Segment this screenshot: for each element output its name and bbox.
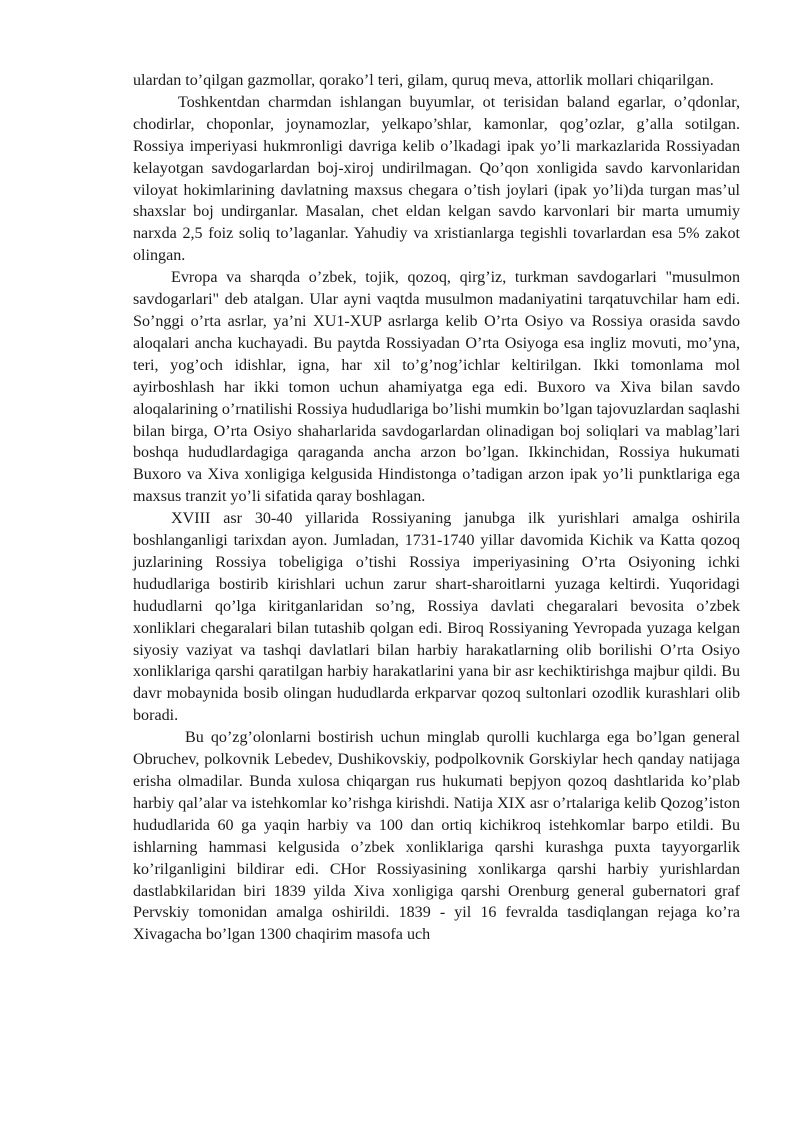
paragraph-1: ulardan to’qilgan gazmollar, qorako’l teri, gilam, quruq meva, attorlik mollari chiqarilgan.: [133, 72, 714, 89]
paragraph-4: XVIII asr 30-40 yillarida Rossiyaning janubga ilk yurishlari amalga oshirila boshlanganligi tarixdan ayon. Jumladan, 1731-1740 yillar davomida Kichik va Katta qozoq juzlarining Rossiya tobeligiga o’tishi Rossiya imperiyasining O’rta Osiyoning ichki hududlariga bostirib kirishlari uchun zarur shart-sharoitlarni yuzaga keltirdi. Yuqoridagi hududlarni qo’lga kiritganlaridan so’ng, Rossiya davlati chegaralari bevosita o’zbek xonliklari chegaralari bilan tutashib qolgan edi. Biroq Rossiyaning Yevropada yuzaga kelgan siyosiy vaziyat va tashqi davlatlari bilan harbiy harakatlarning olib borilishi O’rta Osiyo xonliklariga qarshi qaratilgan harbiy harakatlarini yana bir asr kechiktirishga majbur qildi. Bu davr mobaynida bosib olingan hududlarda erkparvar qozoq sultonlari ozodlik kurashlari olib boradi.: [133, 510, 740, 725]
paragraph-3: Evropa va sharqda o’zbek, tojik, qozoq, qirg’iz, turkman savdogarlari "musulmon savdogarlari" deb atalgan. Ular ayni vaqtda musulmon madaniyatini tarqatuvchilar ham edi. So’nggi o’rta asrlar, ya’ni XU1-XUP asrlarga kelib O’rta Osiyo va Rossiya orasida savdo aloqalari ancha kuchayadi. Bu paytda Rossiyadan O’rta Osiyoga esa ingliz movuti, mo’yna, teri, yog’och idishlar, igna, har xil to’g’nog’ichlar keltirilgan. Ikki tomonlama mol ayirboshlash har ikki tomon uchun ahamiyatga ega edi. Buxoro va Xiva bilan savdo aloqalarining o’rnatilishi Rossiya hududlariga bo’lishi mumkin bo’lgan tajovuzlardan saqlashi bilan birga, O’rta Osiyo shaharlarida savdogarlardan olinadigan boj soliqlari va mablag’lari boshqa hududlardagiga qaraganda ancha arzon bo’lgan. Ikkinchidan, Rossiya hukumati Buxoro va Xiva xonligiga kelgusida Hindistonga o’tadigan arzon ipak yo’li punktlariga ega maxsus tranzit yo’li sifatida qaray boshlagan.: [133, 269, 740, 506]
paragraph-2: Toshkentdan charmdan ishlangan buyumlar, ot terisidan baland egarlar, o’qdonlar, chodirlar, choponlar, joynamozlar, yelkapo’shlar, kamonlar, qog’ozlar, g’alla sotilgan. Rossiya imperiyasi hukmronligi davriga kelib o’lkadagi ipak yo’li markazlarida Rossiyadan kelayotgan savdogarlardan boj-xiroj undirilmagan. Qo’qon xonligida savdo karvonlaridan viloyat hokimlarining davlatning maxsus chegara o’tish joylari (ipak yo’li)da turgan mas’ul shaxslar boj undirganlar. Masalan, chet eldan kelgan savdo karvonlari bir marta umumiy narxda 2,5 foiz soliq to’laganlar. Yahudiy va xristianlarga tegishli tovarlardan esa 5% zakot olingan.: [133, 93, 740, 265]
document-page: [133, 70, 740, 946]
paragraph-5: Bu qo’zg’olonlarni bostirish uchun minglab qurolli kuchlarga ega bo’lgan general Obruchev, polkovnik Lebedev, Dushikovskiy, podpolkovnik Gorskiylar hech qanday natijaga erisha olmadilar. Bunda xulosa chiqargan rus hukumati bepjyon qozoq dashtlarida ko’plab harbiy qal’alar va istehkomlar ko’rishga kirishdi. Natija XIX asr o’rtalariga kelib Qozog’iston hududlarida 60 ga yaqin harbiy va 100 dan ortiq kichikroq istehkomlar barpo etildi. Bu ishlarning hammasi kelgusida o’zbek xonliklariga qarshi kurashga puxta tayyorgarlik ko’rilganligini bildirar edi. CHor Rossiyasining xonlikarga qarshi harbiy yurishlardan dastlabkilaridan biri 1839 yilda Xiva xonligiga qarshi Orenburg general gubernatori graf Pervskiy tomonidan amalga oshirildi. 1839 - yil 16 fevralda tasdiqlangan rejaga ko’ra Xivagacha bo’lgan 1300 chaqirim masofa uch: [133, 729, 740, 944]
